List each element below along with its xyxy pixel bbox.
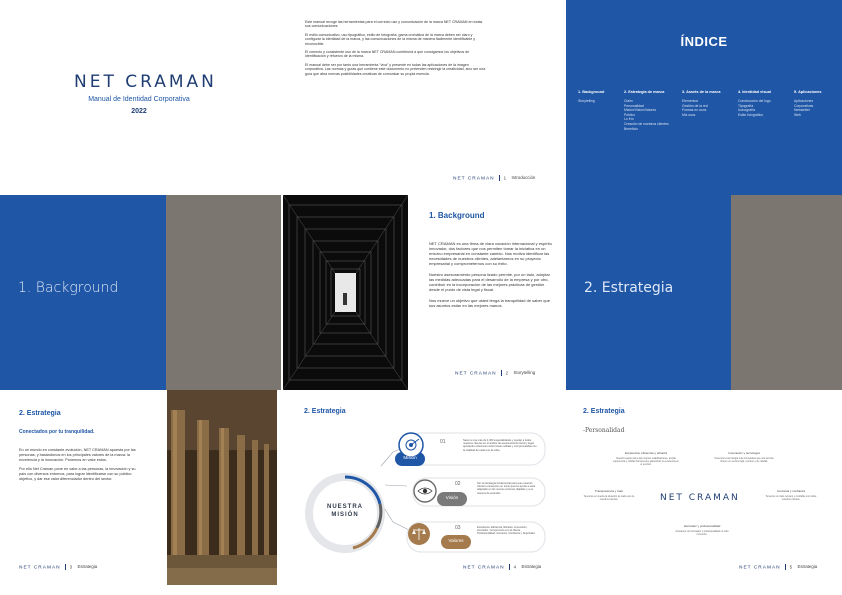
section1-label: 1. Background (18, 280, 119, 296)
footer-page-number: 4 (513, 564, 517, 570)
index-item[interactable]: Creación de nuestros clientes (624, 121, 669, 126)
mission-circle-label: NUESTRA MISIÓN (326, 504, 363, 518)
intro-text (305, 20, 487, 76)
strategy3-paragraph: En un mundo en constante evolución, NET CRAMAN apuesta por las personas, y basándonos en los principales valores de la marca: la excelencia y la innovación. Ponemos en valor estos. (19, 448, 136, 462)
intro-paragraph: El estilo comunicativo, uso tipográfico, estilo de fotografía, gama cromática de la marca deben ser claro y configurar la identidad de la marca, y las comunicaciones de la misma de manera fácilmente identificable y reconocible. (305, 32, 475, 46)
index-item[interactable]: Tipografía (738, 103, 754, 108)
footer-brand: NET CRAMAN (739, 565, 781, 571)
footer-page-number: 1 (503, 175, 507, 181)
strategy-page-3 (0, 390, 281, 595)
index-item[interactable]: Beneficio (624, 126, 638, 131)
footer-page-number: 5 (789, 564, 793, 570)
index-column-title[interactable]: 1. Background (578, 90, 605, 94)
mission-item-label: Valores (448, 538, 464, 543)
index-column-title[interactable]: 4. Identidad visual (738, 90, 771, 94)
section1-divider (0, 195, 166, 390)
mission-item-text: Excelencia, Eficiencia, Eficacia. Innovación, Honradez, Compromiso con el cliente, Profesionalidad, Cercanía, Confianza y Seguridad. (477, 526, 536, 536)
cover-page (0, 0, 281, 195)
index-item[interactable]: Newsletter (794, 108, 811, 113)
strategy5-brand: NET CRAMAN (660, 493, 740, 503)
mission-item-number: 03 (455, 525, 461, 531)
intro-paragraph: Este manual recoge las herramientas para el correcto uso y comunicación de la marca NET CRAMAN en todas sus comunicaciones. (305, 20, 483, 29)
intro-footer (453, 175, 535, 181)
personality-trait (712, 451, 776, 463)
colonnade-photo (167, 390, 277, 585)
mission-item-label: Visión (445, 495, 459, 500)
background-page (281, 195, 565, 390)
strategy3-title: 2. Estrategia (19, 410, 61, 417)
trait-text: Tenemos un trato cercano y confiable con todos nuestros clientes. (765, 495, 817, 501)
trait-title: Honradez y profesionalidad (683, 524, 721, 528)
index-column-title[interactable]: 2. Estrategia de marca (624, 90, 665, 94)
personality-trait (612, 451, 680, 466)
intro-paragraph: El correcto y consistente uso de la marca NET CRAMAN contribuirá a que consigamos los objetivos de identificación y refuerzo de la misma. (305, 50, 470, 59)
mission-item-number: 01 (440, 439, 446, 445)
background-text (429, 241, 553, 308)
index-item[interactable]: Estilo fotográfico (738, 112, 764, 117)
background-paragraph: NET CRAMAN es una firma de clara vocación internacional y espíritu innovador, dos factores que nos permiten tomar la iniciativa en un entorno empresarial en constante cambio. Nos motiva identificar las necesidades de nuestros clientes, adelantarnos en su proyecto empresarial y comprometernos con su éxito. (429, 241, 552, 266)
strategy-page-4 (281, 390, 566, 595)
footer-section-label: Estrategia (521, 564, 542, 570)
strategy4-footer (463, 564, 541, 570)
strategy3-claim: Conectados por tu tranquilidad. (19, 429, 95, 435)
index-item[interactable]: Elementos (682, 99, 699, 103)
mission-item-number: 02 (455, 481, 461, 487)
strategy-page-5 (566, 390, 842, 595)
footer-brand: NET CRAMAN (455, 371, 497, 377)
footer-divider (65, 564, 66, 570)
trait-title: Transparencia y trato (594, 489, 624, 493)
mission-item-label: Misión (403, 455, 417, 460)
strategy5-title: 2. Estrategia (583, 408, 625, 415)
index-column-title[interactable]: 5. Aplicaciones (794, 90, 822, 94)
index-column-title[interactable]: 3. Assets de la marca (682, 90, 721, 94)
footer-section-label: Introducción (511, 175, 536, 181)
footer-section-label: Estrategia (77, 564, 98, 570)
index-column (682, 90, 732, 131)
index-item[interactable]: Iconografía (738, 108, 755, 113)
index-column (624, 90, 676, 131)
cover-year: 2022 (131, 108, 147, 115)
index-item[interactable]: Misión/Visión/Valores (624, 108, 657, 113)
footer-brand: NET CRAMAN (463, 565, 505, 571)
personality-trait (670, 524, 734, 536)
section2-label: 2. Estrategia (584, 280, 674, 296)
section2-gray-block (731, 195, 842, 390)
index-item[interactable]: Storytelling (578, 99, 595, 103)
cover-brand: NET CRAMAN (74, 72, 217, 92)
intro-page (281, 0, 565, 195)
index-item[interactable]: Construcción del logo (738, 99, 771, 103)
background-paragraph: Nos mueve un objetivo que usted tenga la tranquilidad de saber que sus asuntos están en las mejores manos. (429, 298, 550, 308)
index-item[interactable]: Claim (624, 99, 633, 103)
mission-item-text: Ser la estrategia fundamental para que nuestros clientes encuentren un socio que les ayude a estar adaptado en los nuevos entornos digitales y a su manera de entender. (477, 482, 536, 495)
index-item[interactable]: Formas en usos (682, 108, 707, 113)
personality-trait (580, 489, 638, 501)
background-paragraph: Nuestro asesoramiento persona lizado permite, por un lado, adoptar las medidas adecuadas para el desarrollo de la empresa y por otro, contribuir en la incorporación de las mejores prácticas de gestión desde el punto de vista legal y fiscal. (429, 272, 550, 292)
strategy3-footer (19, 564, 97, 570)
strategy3-paragraph: Por ello Net Craman pone en valor a las personas, la innovación y su país con diversos entornos, para lograr identificarse con su público objetivo, y dar ese valor diferenciador dentro del sector. (19, 467, 136, 481)
index-column (578, 90, 618, 131)
footer-page-number: 3 (69, 564, 73, 570)
index-item[interactable]: Gestión de la red (682, 103, 708, 108)
index-item[interactable]: Web (794, 112, 801, 117)
footer-section-label: Estrategia (797, 564, 818, 570)
background-title: 1. Background (429, 211, 485, 220)
footer-brand: NET CRAMAN (19, 565, 61, 571)
trait-text: Tenemos en cuenta la situación de cada uno de nuestros clientes. (583, 495, 635, 501)
index-page (566, 0, 842, 195)
footer-divider (499, 175, 500, 181)
footer-divider (501, 370, 502, 376)
strategy4-title: 2. Estrategia (304, 408, 346, 415)
index-column (738, 90, 788, 131)
trait-text: Actuamos con honradez y profesionalidad en todo momento. (675, 530, 729, 536)
footer-divider (509, 564, 510, 570)
index-item[interactable]: Mis usos (682, 112, 696, 117)
footer-section-label: Storytelling (513, 370, 536, 376)
index-item[interactable]: Corporativas (794, 103, 814, 108)
mission-item-text: Sacar a una más de 4.000 especialidades y ayudar a todos nuestros clientes en el ámbito de asesoramiento fiscal y legal aportando soluciones sobre bases sólidas y comprometidas con la realidad de cada uno de ellos. (463, 439, 537, 452)
trait-text: Nuestro equipo tiene las mejores cualificaciones, amplia experiencia y calidad humana que garantizan la excelencia en el servicio. (613, 457, 679, 466)
footer-page-number: 2 (505, 370, 509, 376)
index-title: ÍNDICE (680, 34, 728, 49)
strategy3-text (19, 448, 139, 482)
section2-divider (566, 195, 731, 390)
personality-trait (762, 489, 820, 501)
index-item[interactable]: Público (624, 112, 636, 117)
index-columns (578, 90, 836, 131)
background-footer (455, 370, 535, 376)
index-item[interactable]: Aplicaciones (794, 99, 814, 103)
strategy5-footer (739, 564, 817, 570)
index-item[interactable]: Lo frío (624, 117, 634, 122)
index-column (794, 90, 836, 131)
trait-text: Tenemos la tecnología más innovadora que nos permite ofrecer un servicio ágil, cercano y de calidad. (714, 457, 774, 463)
strategy5-subtitle: -Personalidad (583, 427, 625, 434)
trait-title: Innovación y tecnología (728, 451, 760, 455)
footer-brand: NET CRAMAN (453, 176, 495, 182)
trait-title: Cercanía y confianza (776, 489, 806, 493)
section1-gray-block (166, 195, 281, 390)
intro-paragraph: El manual debe ser por tanto una herramienta "viva" y presente en todas las aplicaciones de la imagen corporativa. Las normas y guías que contiene este documento no pretenden restringir la creatividad, sino ser una guía que abra nuevas posibilidades creativas de comunicar su propia esencia. (305, 62, 486, 76)
cover-subtitle: Manual de Identidad Corporativa (88, 96, 190, 103)
footer-divider (785, 564, 786, 570)
trait-title: Excelencia, eficiencia y eficacia (624, 451, 668, 455)
index-item[interactable]: Personalidad (624, 103, 644, 108)
tunnel-photo (283, 195, 408, 390)
